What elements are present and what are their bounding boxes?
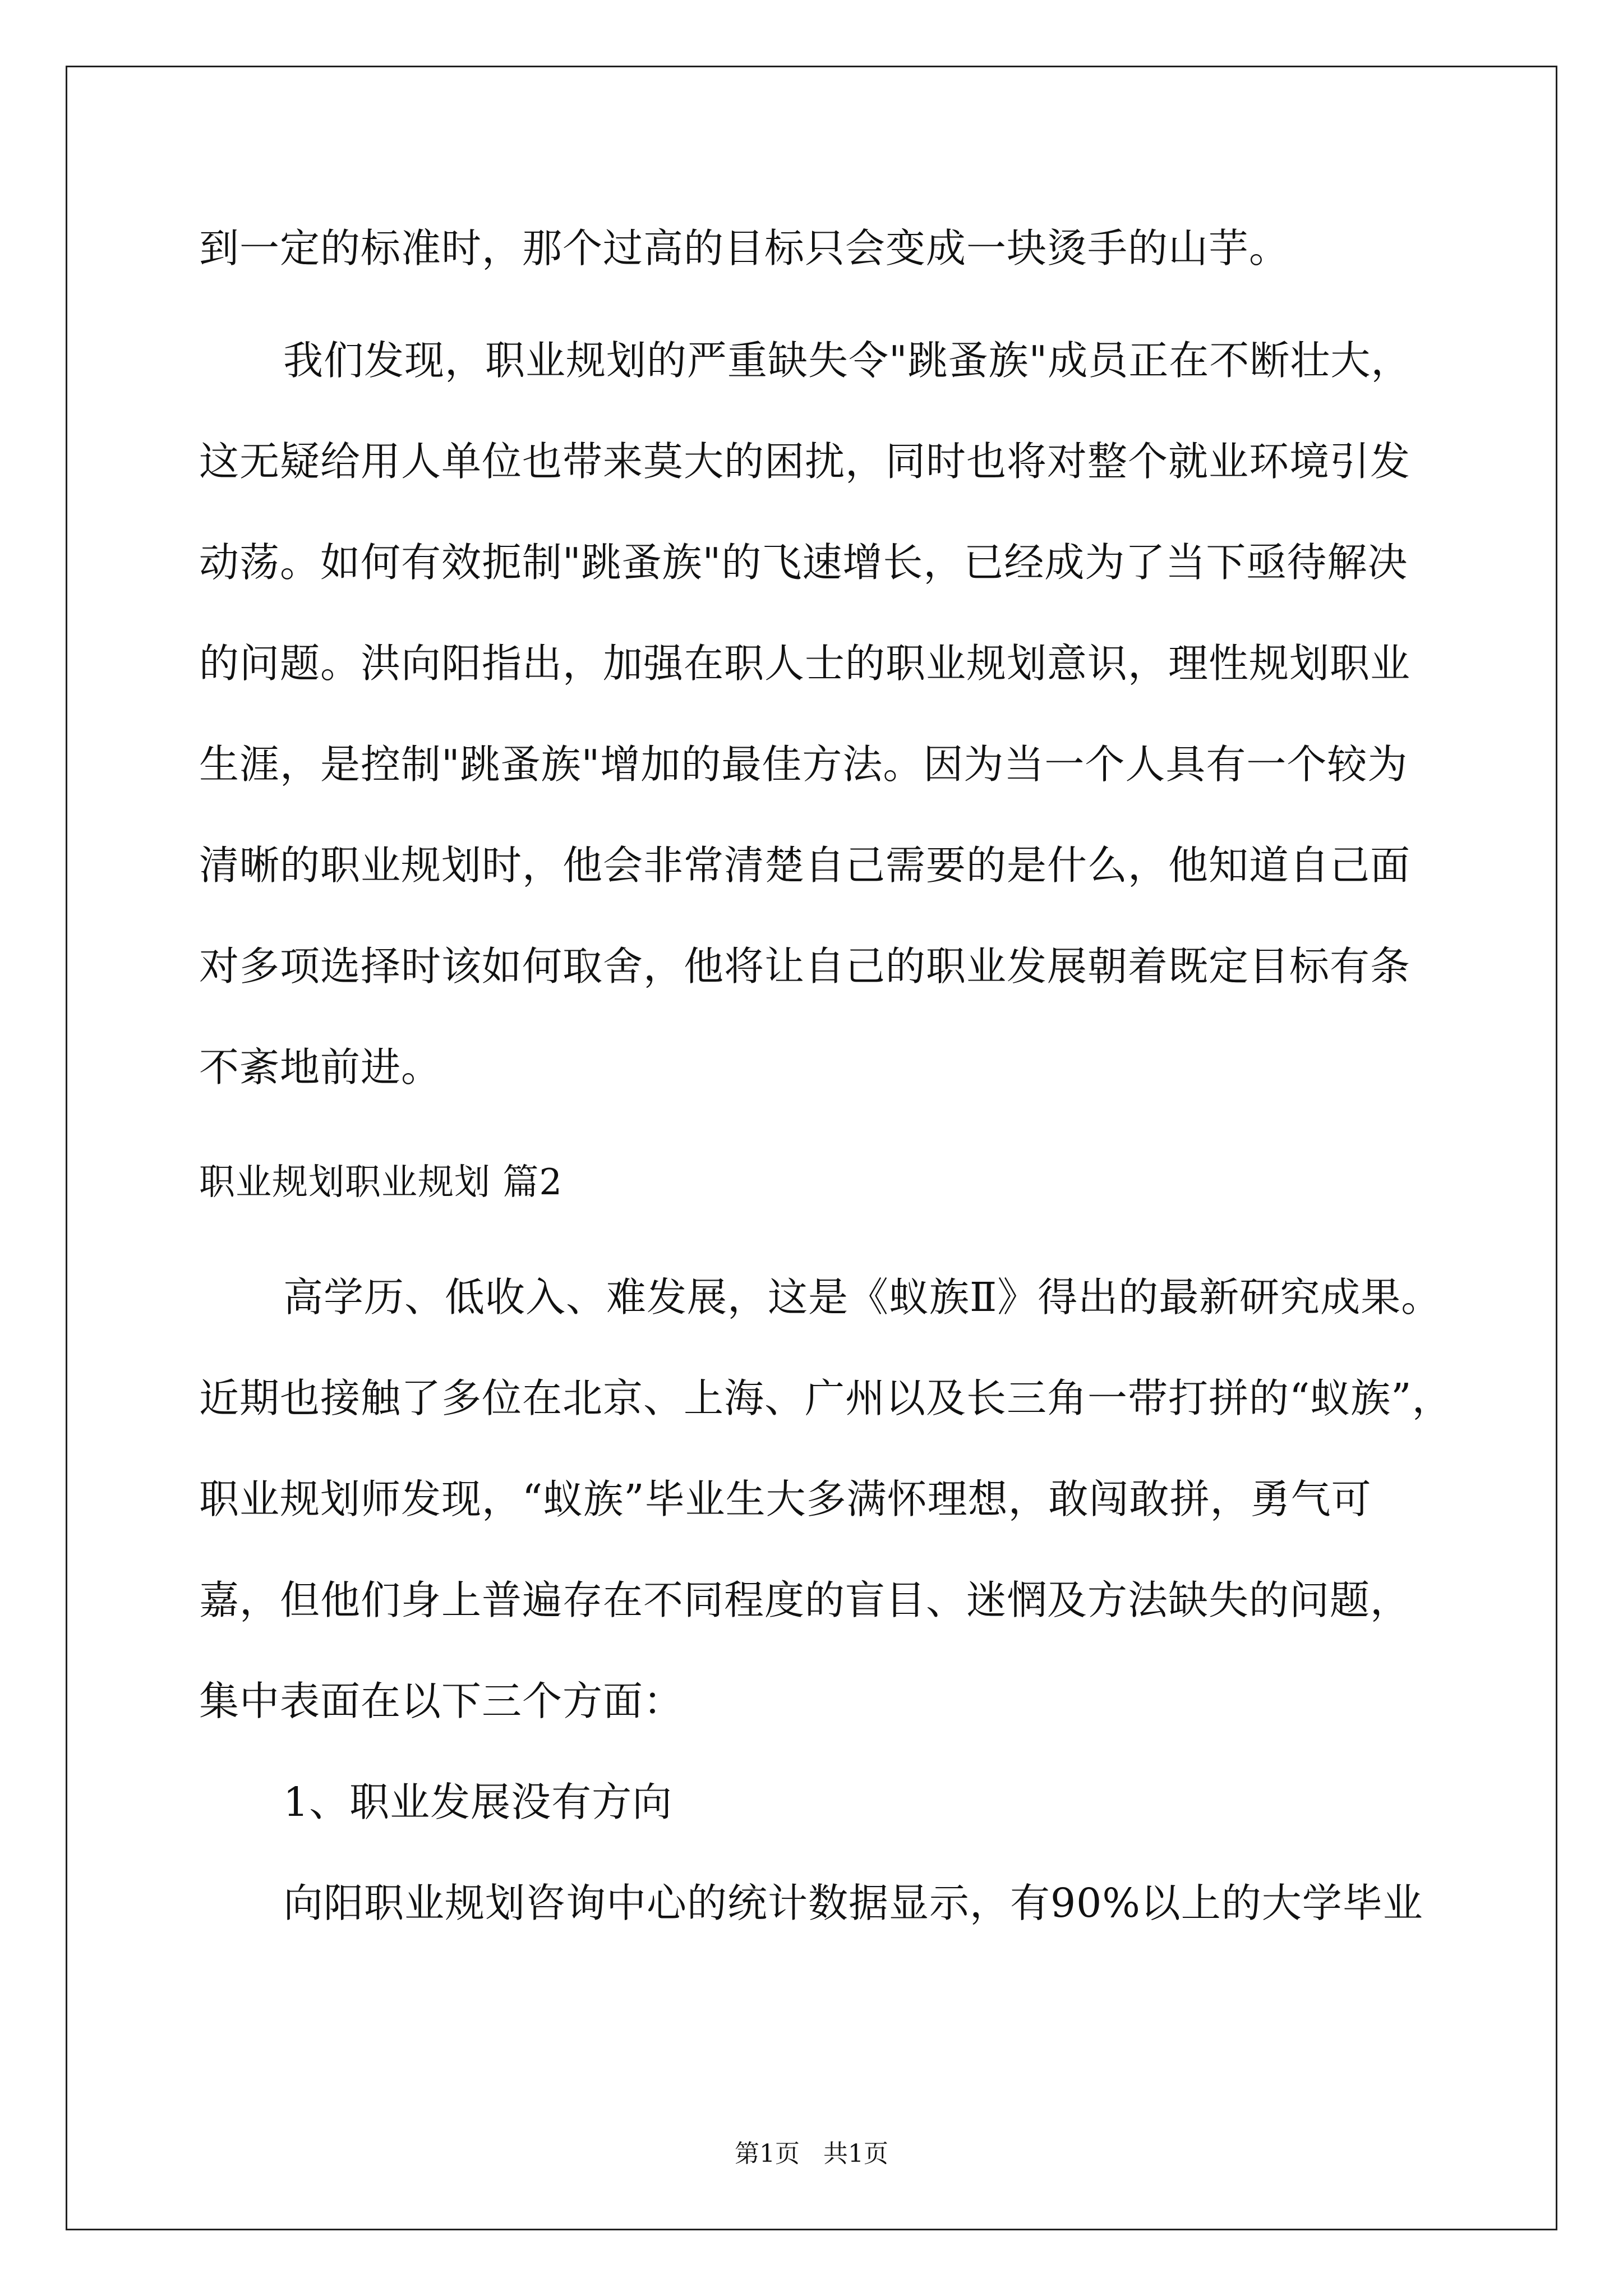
text-line: 职业规划师发现，“蚁族”毕业生大多满怀理想，敢闯敢拼，勇气可	[199, 1476, 1372, 1522]
text-line: 高学历、低收入、难发展，这是《蚁族Ⅱ》得出的最新研究成果。	[283, 1274, 1442, 1320]
text-line: 动荡。如何有效扼制"跳蚤族"的飞速增长，已经成为了当下亟待解决	[199, 539, 1408, 586]
text-line: 嘉，但他们身上普遍存在不同程度的盲目、迷惘及方法缺失的问题，	[199, 1577, 1411, 1623]
text-line: 集中表面在以下三个方面：	[199, 1678, 684, 1724]
text-line: 生涯，是控制"跳蚤族"增加的最佳方法。因为当一个人具有一个较为	[199, 741, 1408, 788]
text-line: 到一定的标准时，那个过高的目标只会变成一块烫手的山芋。	[199, 225, 1290, 272]
text-line: 我们发现，职业规划的严重缺失令"跳蚤族"成员正在不断壮大，	[283, 337, 1412, 384]
text-line: 向阳职业规划咨询中心的统计数据显示，有90%以上的大学毕业	[283, 1880, 1423, 1926]
text-line: 不紊地前进。	[199, 1044, 442, 1091]
section-heading: 职业规划职业规划 篇2	[199, 1162, 563, 1203]
list-item-heading: 1、职业发展没有方向	[283, 1779, 673, 1825]
text-line: 这无疑给用人单位也带来莫大的困扰，同时也将对整个就业环境引发	[199, 438, 1411, 485]
text-line: 的问题。洪向阳指出，加强在职人士的职业规划意识，理性规划职业	[199, 640, 1411, 687]
text-line: 近期也接触了多位在北京、上海、广州以及长三角一带打拼的“蚁族”，	[199, 1375, 1453, 1421]
page-footer: 第1页 共1页	[735, 2139, 888, 2168]
text-line: 清晰的职业规划时，他会非常清楚自己需要的是什么，他知道自己面	[199, 842, 1411, 889]
text-line: 对多项选择时该如何取舍，他将让自己的职业发展朝着既定目标有条	[199, 943, 1411, 990]
